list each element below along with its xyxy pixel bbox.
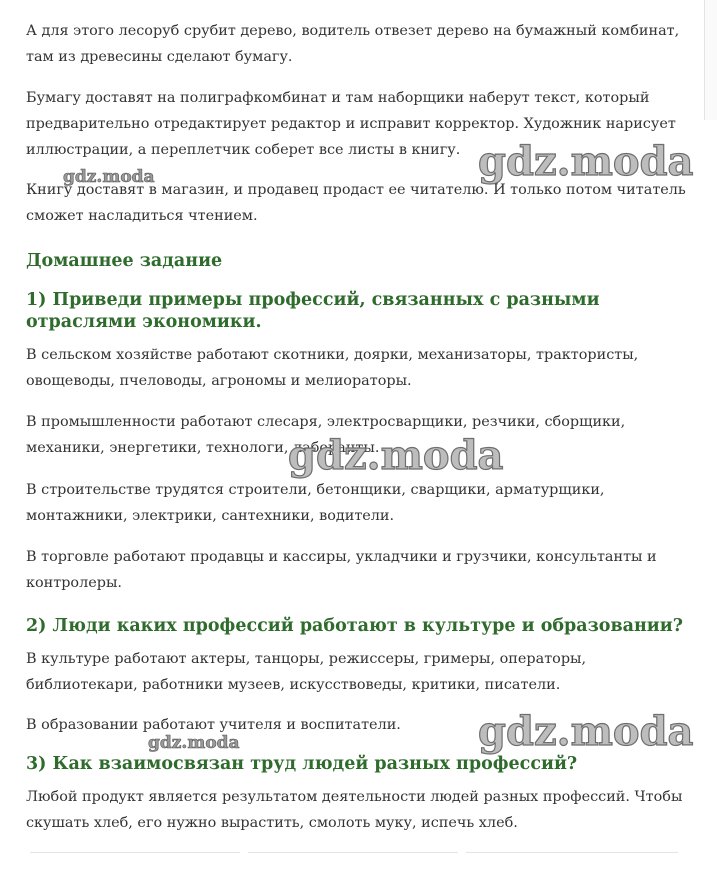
answer-agriculture: В сельском хозяйстве работают скотники, доярки, механизаторы, трактористы, овощеводы, пчеловоды, агрономы и мелиораторы. xyxy=(26,347,639,389)
side-panel-edge xyxy=(704,0,717,120)
watermark: gdz.moda xyxy=(478,138,694,185)
divider xyxy=(466,852,678,853)
watermark: gdz.moda xyxy=(63,167,155,187)
answer-culture: В культуре работают актеры, танцоры, режиссеры, гримеры, операторы, библиотекари, работники музеев, искусствоведы, критики, писатели. xyxy=(26,651,587,693)
divider xyxy=(248,852,458,853)
answer-education: В образовании работают учителя и воспитатели. xyxy=(26,717,401,733)
question-2-title: 2) Люди каких профессий работают в культуре и образовании? xyxy=(26,616,683,636)
watermark: gdz.moda xyxy=(478,708,694,755)
paragraph-woodcutter: А для этого лесоруб срубит дерево, водитель отвезет дерево на бумажный комбинат, там из древесины сделают бумагу. xyxy=(26,23,680,65)
paragraph-bookstore: Книгу доставят в магазин, и продавец продаст ее читателю. И только потом читатель сможет насладиться чтением. xyxy=(26,182,686,224)
answer-industry: В промышленности работают слесаря, электросварщики, резчики, сборщики, механики, энергетики, технологи, лаборанты. xyxy=(26,414,626,456)
homework-heading: Домашнее задание xyxy=(26,251,223,271)
question-1-title: 1) Приведи примеры профессий, связанных с разными отраслями экономики. xyxy=(26,290,600,332)
divider xyxy=(30,852,240,853)
paragraph-printing: Бумагу доставят на полиграфкомбинат и там наборщики наберут текст, который предварительно отредактирует редактор и исправит корректор. Художник нарисует иллюстрации, а переплетчик соберет все листы в книгу. xyxy=(26,90,676,158)
watermark: gdz.moda xyxy=(148,733,240,753)
answer-interconnection: Любой продукт является результатом деятельности людей разных профессий. Чтобы скушать хлеб, его нужно вырастить, смолоть муку, испечь хлеб. xyxy=(26,789,683,831)
watermark: gdz.moda xyxy=(288,432,504,479)
answer-trade: В торговле работают продавцы и кассиры, укладчики и грузчики, консультанты и контролеры. xyxy=(26,549,657,591)
answer-construction: В строительстве трудятся строители, бетонщики, сварщики, арматурщики, монтажники, электрики, сантехники, водители. xyxy=(26,482,605,524)
question-3-title: 3) Как взаимосвязан труд людей разных профессий? xyxy=(26,754,578,774)
